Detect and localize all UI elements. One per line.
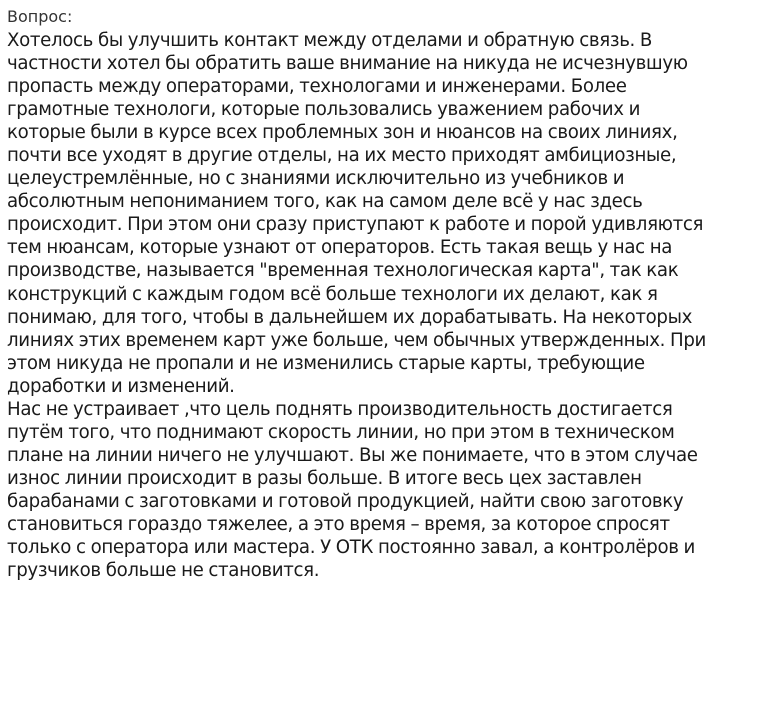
text-line: Хотелось бы улучшить контакт между отделами и обратную связь. В [7,30,653,51]
text-line: пропасть между операторами, технологами и инженерами. Более [7,76,627,98]
paragraph-1 [7,29,779,398]
text-line: становиться гораздо тяжелее, а это время – время, за которое спросят [7,513,670,535]
text-line: целеустремлённые, но с знаниями исключительно из учебников и [7,168,625,190]
text-line: доработки и изменений. [7,375,235,397]
text-line: Нас не устраивает ,что цель поднять производительность достигается [7,398,673,420]
text-line: только с оператора или мастера. У ОТК постоянно завал, а контролёров и [7,537,696,559]
document-body [7,5,779,582]
text-line: понимаю, для того, чтобы в дальнейшем их дорабатывать. На некоторых [7,306,693,328]
text-line: происходит. При этом они сразу приступают к работе и порой удивляются [7,214,704,236]
text-line: тем нюансам, которые узнают от операторов. Есть такая вещь у нас на [7,237,673,259]
text-line: грамотные технологи, которые пользовались уважением рабочих и [7,99,641,121]
text-line: конструкций с каждым годом всё больше технологи их делают, как я [7,283,658,305]
text-line: частности хотел бы обратить ваше внимание на никуда не исчезнувшую [7,53,688,75]
text-line: износ линии происходит в разы больше. В итоге весь цех заставлен [7,467,642,489]
text-line: линиях этих временем карт уже больше, чем обычных утвержденных. При [7,329,706,351]
text-line: почти все уходят в другие отделы, на их место приходят амбициозные, [7,145,677,167]
text-line: производстве, называется "временная технологическая карта", так как [7,260,679,282]
text-line: барабанами с заготовками и готовой продукцией, найти свою заготовку [7,490,684,512]
text-line: плане на линии ничего не улучшают. Вы же понимаете, что в этом случае [7,444,698,466]
text-line: абсолютным непониманием того, как на самом деле всё у нас здесь [7,191,643,213]
text-line: которые были в курсе всех проблемных зон и нюансов на своих линиях, [7,122,678,144]
text-line: путём того, что поднимают скорость линии, но при этом в техническом [7,421,675,443]
paragraph-2 [7,398,779,582]
question-label: Вопрос: [7,7,73,26]
text-line: этом никуда не пропали и не изменились старые карты, требующие [7,352,645,374]
text-line: грузчиков больше не становится. [7,560,320,582]
